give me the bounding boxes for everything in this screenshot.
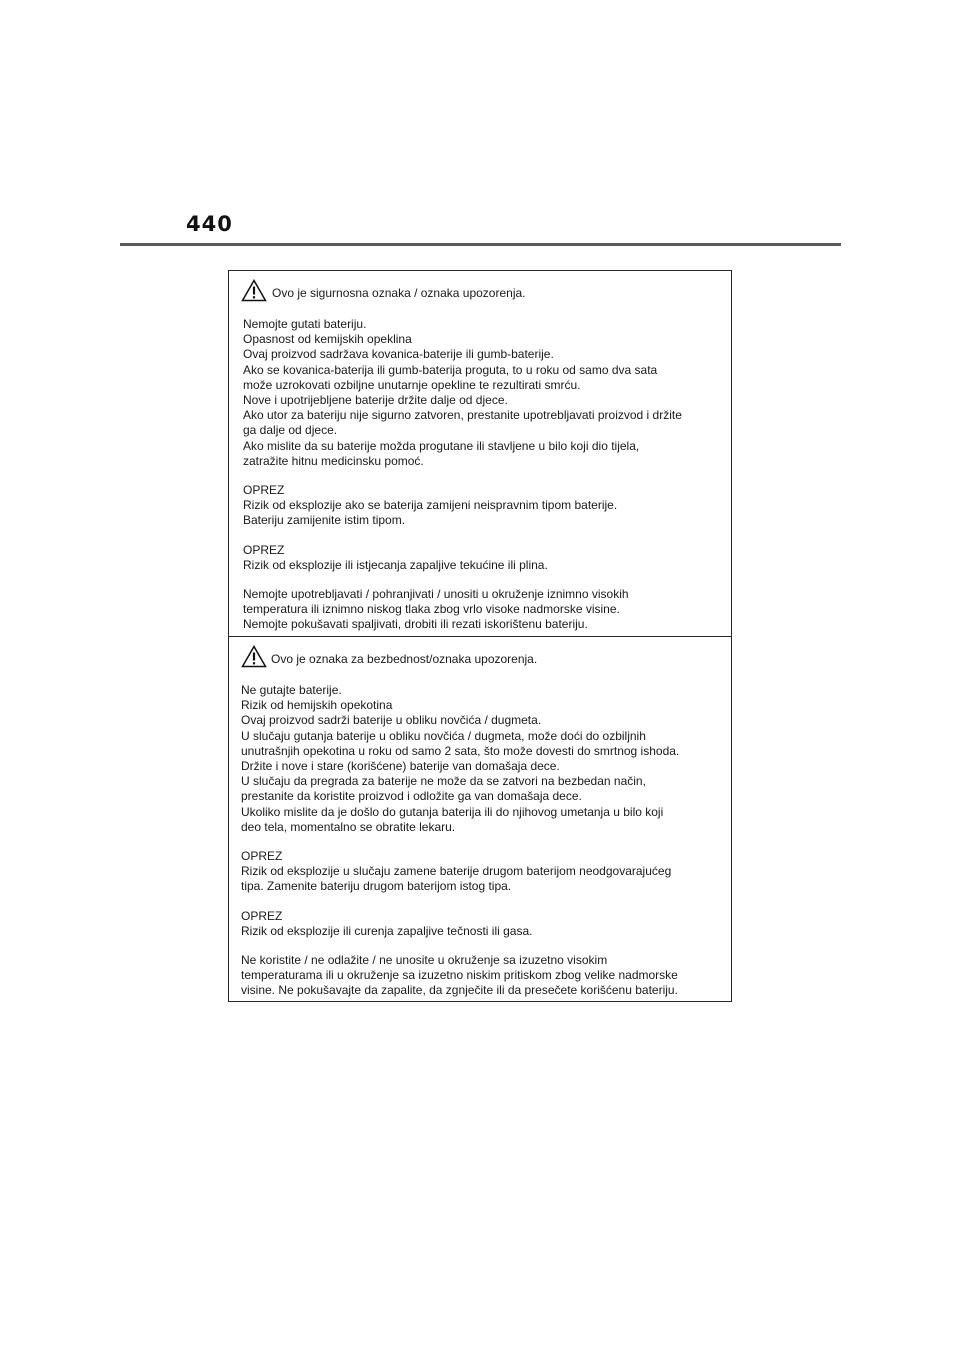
- text-line: U slučaju da pregrada za baterije ne može da se zatvori na bezbedan način,: [241, 774, 646, 789]
- usage-paragraph: [241, 953, 723, 999]
- warning-triangle-icon: [241, 279, 267, 302]
- caution-paragraph: [243, 483, 723, 529]
- text-line: Rizik od eksplozije ili curenja zapaljive tečnosti ili gasa.: [241, 923, 533, 938]
- caution-paragraph: [243, 543, 723, 573]
- text-line: Ne gutajte baterije.: [241, 683, 342, 697]
- text-line: U slučaju gutanja baterije u obliku novčića / dugmeta, može doći do ozbiljnih: [241, 728, 646, 743]
- text-line: Ne koristite / ne odlažite / ne unosite u okruženje sa izuzetno visokim: [241, 953, 608, 968]
- text-line: Ako se kovanica-baterija ili gumb-baterija proguta, to u roku od samo dva sata: [243, 362, 658, 377]
- page-number: 440: [186, 212, 233, 236]
- text-line: Nemojte pokušavati spaljivati, drobiti ili rezati iskorištenu bateriju.: [243, 617, 588, 632]
- text-line: deo tela, momentalno se obratite lekaru.: [241, 819, 456, 834]
- warning-title-row: [241, 645, 723, 669]
- header-rule: [120, 243, 841, 246]
- warning-title: Ovo je oznaka za bezbednost/oznaka upozorenja.: [271, 652, 538, 666]
- battery-warning-box: [228, 270, 732, 1002]
- text-line: prestanite da koristite proizvod i odložite ga van domašaja dece.: [241, 789, 582, 804]
- text-line: Držite i nove i stare (korišćene) baterije van domašaja dece.: [241, 759, 560, 774]
- text-line: OPREZ: [241, 908, 283, 923]
- text-line: ga dalje od djece.: [243, 423, 338, 438]
- text-line: Rizik od eksplozije ili istjecanja zapaljive tekućine ili plina.: [243, 557, 548, 572]
- warning-section-croatian: [229, 271, 731, 637]
- text-line: Ovaj proizvod sadržava kovanica-baterije ili gumb-baterije.: [243, 347, 554, 362]
- text-line: Nove i upotrijebljene baterije držite dalje od djece.: [243, 393, 508, 408]
- warning-paragraph: [241, 683, 723, 835]
- text-line: Opasnost od kemijskih opeklina: [243, 332, 412, 347]
- warning-triangle-icon: [241, 645, 267, 668]
- text-line: Ako utor za bateriju nije sigurno zatvoren, prestanite upotrebljavati proizvod i držite: [243, 408, 682, 423]
- text-line: visine. Ne pokušavajte da zapalite, da zgnječite ili da presečete korišćenu bateriju.: [241, 983, 678, 998]
- text-line: Rizik od eksplozije u slučaju zamene baterije drugom baterijom neodgovarajućeg: [241, 864, 672, 879]
- warning-title: Ovo je sigurnosna oznaka / oznaka upozorenja.: [272, 286, 526, 300]
- text-line: Ovaj proizvod sadrži baterije u obliku novčića / dugmeta.: [241, 713, 542, 728]
- warning-title-row: [243, 279, 723, 303]
- text-line: Nemojte gutati bateriju.: [243, 317, 367, 331]
- text-line: temperaturama ili u okruženje sa izuzetno niskim pritiskom zbog velike nadmorske: [241, 968, 678, 983]
- text-line: Ako mislite da su baterije možda progutane ili stavljene u bilo koji dio tijela,: [243, 438, 640, 453]
- text-line: može uzrokovati ozbiljne unutarnje opekline te rezultirati smrću.: [243, 377, 581, 392]
- text-line: unutrašnjih opekotina u roku od samo 2 sata, što može dovesti do smrtnog ishoda.: [241, 743, 680, 758]
- text-line: Ukoliko mislite da je došlo do gutanja baterija ili do njihovog umetanja u bilo koji: [241, 804, 664, 819]
- caution-paragraph: [241, 849, 723, 895]
- text-line: Nemojte upotrebljavati / pohranjivati / unositi u okruženje iznimno visokih: [243, 587, 629, 602]
- text-line: Bateriju zamijenite istim tipom.: [243, 513, 406, 528]
- text-line: temperatura ili iznimno niskog tlaka zbog vrlo visoke nadmorske visine.: [243, 602, 620, 617]
- text-line: Rizik od eksplozije ako se baterija zamijeni neispravnim tipom baterije.: [243, 498, 618, 513]
- text-line: OPREZ: [243, 483, 285, 498]
- text-line: OPREZ: [241, 849, 283, 864]
- text-line: tipa. Zamenite bateriju drugom baterijom istog tipa.: [241, 879, 512, 894]
- text-line: zatražite hitnu medicinsku pomoć.: [243, 453, 424, 468]
- caution-paragraph: [241, 909, 723, 939]
- text-line: OPREZ: [243, 542, 285, 557]
- text-line: Rizik od hemijskih opekotina: [241, 698, 393, 713]
- usage-paragraph: [243, 587, 723, 633]
- warning-section-serbian: [229, 637, 731, 1001]
- warning-paragraph: [243, 317, 723, 469]
